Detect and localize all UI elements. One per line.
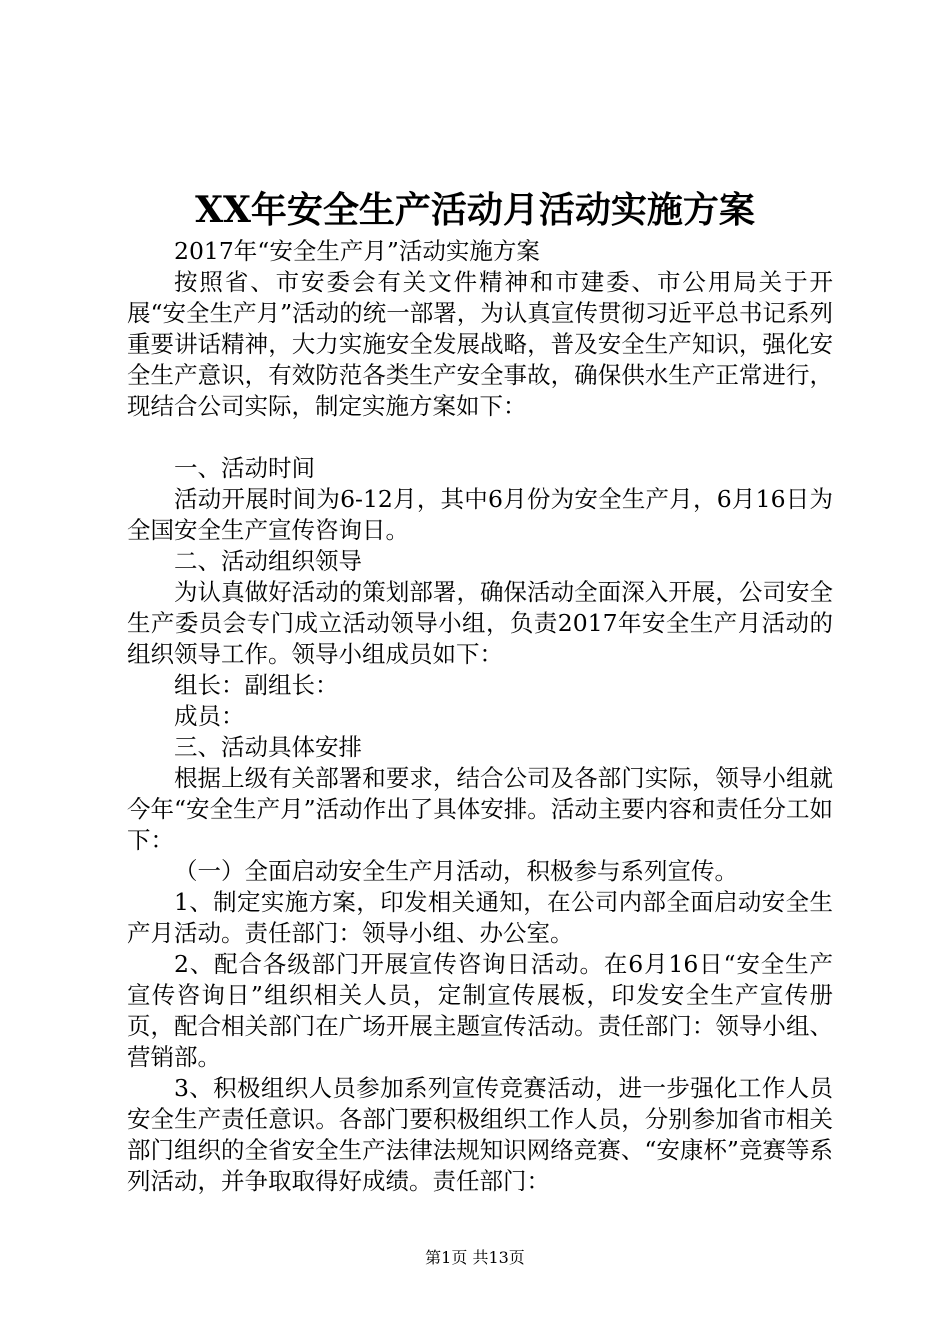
intro-paragraph: 按照省、市安委会有关文件精神和市建委、市公用局关于开展“安全生产月”活动的统一部署，为认真宣传贯彻习近平总书记系列重要讲话精神，大力实施安全发展战略，普及安全生产知识，强化安全生产意识，有效防范各类生产安全事故，确保供水生产正常进行，现结合公司实际，制定实施方案如下：: [127, 268, 833, 420]
section-heading-arrangement: 三、活动具体安排: [174, 733, 362, 761]
subsection-heading-one: （一）全面启动安全生产月活动，积极参与系列宣传。: [174, 857, 738, 885]
document-body: [127, 236, 833, 1197]
item-one-paragraph: 1、制定实施方案，印发相关通知，在公司内部全面启动安全生产月活动。责任部门：领导小组、办公室。: [127, 888, 833, 947]
organization-paragraph: 为认真做好活动的策划部署，确保活动全面深入开展，公司安全生产委员会专门成立活动领导小组，负责2017年安全生产月活动的组织领导工作。领导小组成员如下：: [127, 578, 833, 668]
leader-line: 组长：副组长：: [174, 671, 339, 699]
section-heading-time: 一、活动时间: [174, 454, 315, 482]
item-three-paragraph: 3、积极组织人员参加系列宣传竞赛活动，进一步强化工作人员安全生产责任意识。各部门要积极组织工作人员，分别参加省市相关部门组织的全省安全生产法律法规知识网络竞赛、“安康杯”竞赛等系列活动，并争取取得好成绩。责任部门：: [127, 1074, 833, 1195]
subtitle-paragraph: 2017年“安全生产月”活动实施方案: [174, 237, 540, 265]
blank-line: [127, 422, 833, 453]
time-paragraph: 活动开展时间为6-12月，其中6月份为安全生产月，6月16日为全国安全生产宣传咨询日。: [127, 485, 833, 544]
section-heading-organization: 二、活动组织领导: [174, 547, 362, 575]
members-line: 成员：: [174, 702, 245, 730]
document-title: XX年安全生产活动月活动实施方案: [195, 189, 755, 231]
arrangement-paragraph: 根据上级有关部署和要求，结合公司及各部门实际，领导小组就今年“安全生产月”活动作出了具体安排。活动主要内容和责任分工如下：: [127, 764, 833, 854]
item-two-paragraph: 2、配合各级部门开展宣传咨询日活动。在6月16日“安全生产宣传咨询日”组织相关人员，定制宣传展板，印发安全生产宣传册页，配合相关部门在广场开展主题宣传活动。责任部门：领导小组、营销部。: [127, 950, 833, 1071]
page-number-footer: 第1页 共13页: [425, 1248, 525, 1267]
